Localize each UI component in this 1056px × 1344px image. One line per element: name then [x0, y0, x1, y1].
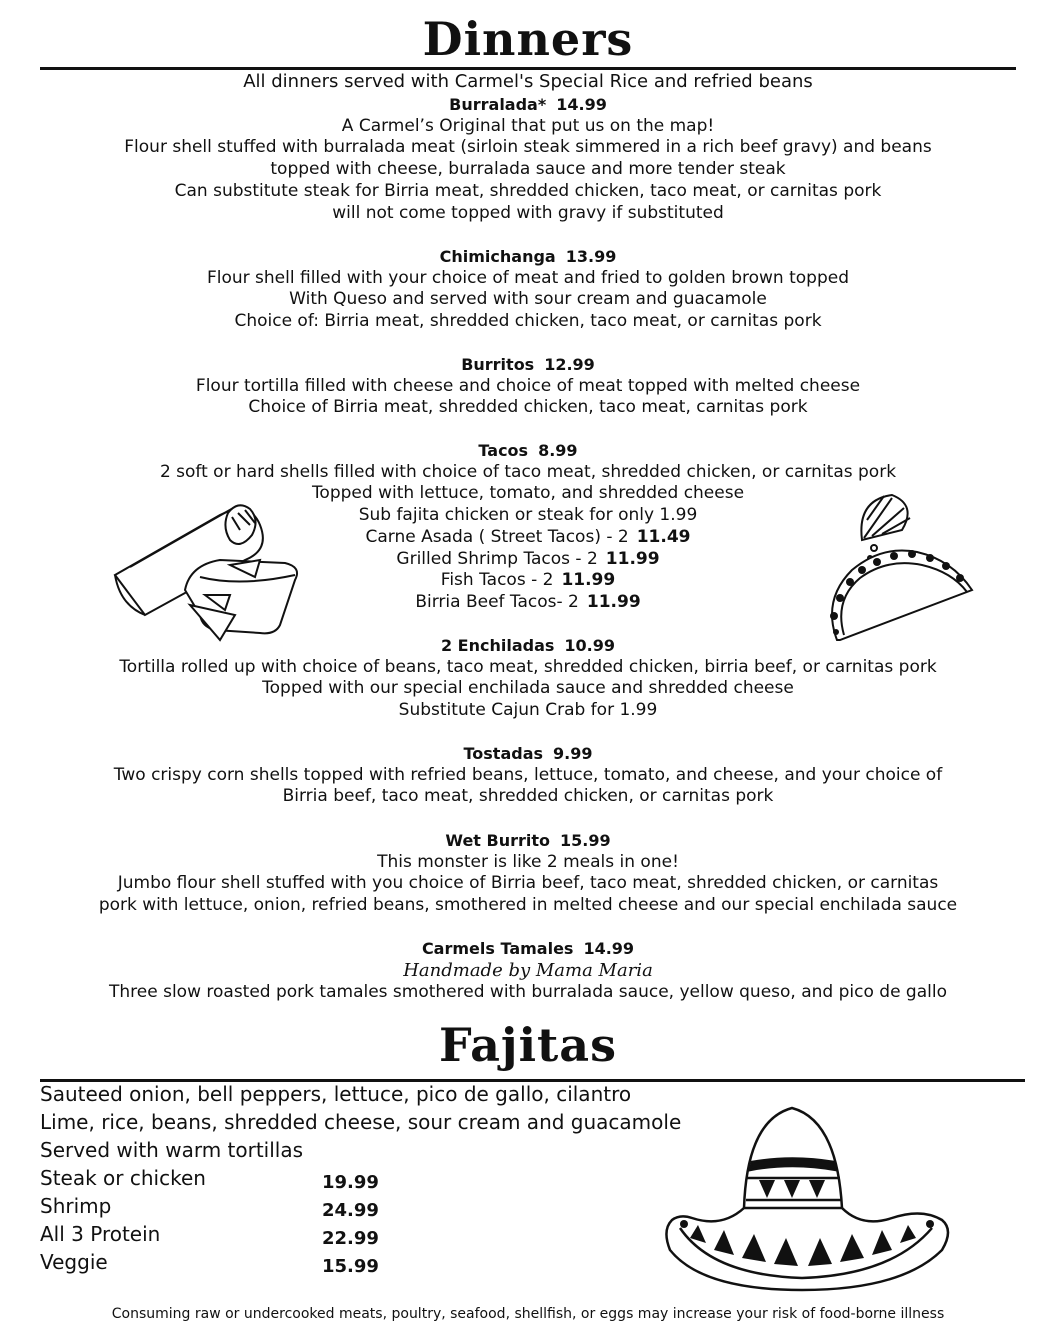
item-name: Wet Burrito — [445, 831, 551, 850]
item-desc: A Carmel’s Original that put us on the map! — [341, 115, 715, 136]
menu-item-wet-burrito — [0, 830, 1056, 917]
item-price: 15.99 — [560, 831, 611, 850]
item-desc: topped with cheese, burralada sauce and more tender steak — [270, 159, 786, 180]
menu-item-burralada — [0, 94, 1056, 224]
item-desc: Topped with our special enchilada sauce and shredded cheese — [262, 678, 794, 699]
item-desc: This monster is like 2 meals in one! — [377, 851, 679, 872]
item-price: 13.99 — [565, 247, 617, 266]
dinners-intro: All dinners served with Carmel's Special Rice and refried beans — [243, 71, 813, 92]
item-desc: Two crispy corn shells topped with refried beans, lettuce, tomato, and cheese, and your choice of — [113, 764, 943, 785]
item-desc: With Queso and served with sour cream and guacamole — [289, 289, 767, 310]
item-desc: Three slow roasted pork tamales smothered with burralada sauce, yellow queso, and pico de gallo — [109, 981, 947, 1002]
fajita-option-price: 19.99 — [322, 1172, 379, 1193]
fajita-option-label: Steak or chicken — [40, 1166, 206, 1190]
item-desc: pork with lettuce, onion, refried beans, smothered in melted cheese and our special enchilada sauce — [98, 895, 958, 916]
fajita-option-label: All 3 Protein — [40, 1222, 161, 1246]
item-desc: Can substitute steak for Birria meat, shredded chicken, taco meat, or carnitas pork — [174, 180, 882, 201]
item-price: 14.99 — [583, 939, 635, 958]
item-name: 2 Enchiladas — [440, 636, 555, 655]
health-disclaimer: Consuming raw or undercooked meats, poultry, seafood, shellfish, or eggs may increase your risk of food-borne illness — [111, 1306, 945, 1322]
dinners-divider — [40, 67, 1016, 70]
fajita-option-label: Veggie — [40, 1250, 108, 1274]
fajita-option-price: 24.99 — [322, 1200, 379, 1221]
item-name: Tacos — [478, 441, 529, 460]
item-name: Burralada* — [449, 95, 547, 114]
item-price: 9.99 — [553, 744, 593, 763]
menu-item-burritos — [0, 354, 1056, 419]
fajita-prices — [322, 1169, 378, 1281]
item-price: 10.99 — [564, 636, 616, 655]
item-desc: Tortilla rolled up with choice of beans, taco meat, shredded chicken, birria beef, or carnitas pork — [119, 656, 937, 677]
item-desc: Sub fajita chicken or steak for only 1.99 — [358, 505, 698, 526]
menu-item-tamales — [0, 938, 1056, 1003]
item-name: Chimichanga — [439, 247, 556, 266]
item-desc: Choice of: Birria meat, shredded chicken, taco meat, or carnitas pork — [234, 311, 822, 332]
item-price: 8.99 — [538, 441, 578, 460]
menu-item-tostadas — [0, 743, 1056, 808]
taco-variant: Birria Beef Tacos- 2 11.99 — [415, 591, 641, 612]
item-subtitle: Handmade by Mama Maria — [403, 959, 653, 981]
item-desc: Substitute Cajun Crab for 1.99 — [398, 700, 658, 721]
item-price: 14.99 — [556, 95, 607, 114]
taco-variant: Grilled Shrimp Tacos - 2 11.99 — [396, 548, 660, 569]
item-desc: Choice of Birria meat, shredded chicken, taco meat, carnitas pork — [248, 397, 808, 418]
fajitas-desc: Sauteed onion, bell peppers, lettuce, pico de gallo, cilantro — [40, 1082, 632, 1106]
item-desc: Topped with lettuce, tomato, and shredded cheese — [311, 483, 745, 504]
fajita-option-label: Shrimp — [40, 1194, 112, 1218]
fajitas-desc: Lime, rice, beans, shredded cheese, sour cream and guacamole — [40, 1110, 682, 1134]
dinners-title: Dinners — [422, 12, 634, 66]
item-name: Tostadas — [463, 744, 544, 763]
burrito-icon — [110, 495, 305, 645]
fajita-option-price: 15.99 — [322, 1256, 379, 1277]
item-desc: Jumbo flour shell stuffed with you choice of Birria beef, taco meat, shredded chicken, or carnitas — [117, 873, 939, 894]
sombrero-icon — [662, 1100, 954, 1298]
item-desc: Flour shell filled with your choice of meat and fried to golden brown topped — [206, 267, 849, 288]
fajitas-desc: Served with warm tortillas — [40, 1138, 304, 1162]
item-desc: Flour tortilla filled with cheese and choice of meat topped with melted cheese — [195, 375, 861, 396]
item-desc: will not come topped with gravy if substituted — [332, 202, 724, 223]
item-name: Burritos — [461, 355, 535, 374]
menu-item-chimichanga — [0, 246, 1056, 333]
item-desc: Birria beef, taco meat, shredded chicken, or carnitas pork — [282, 786, 774, 807]
item-name: Carmels Tamales — [421, 939, 574, 958]
taco-icon — [822, 490, 977, 650]
fajitas-title: Fajitas — [438, 1018, 618, 1072]
taco-variant: Carne Asada ( Street Tacos) - 2 11.49 — [365, 526, 691, 547]
item-desc: Flour shell stuffed with burralada meat (sirloin steak simmered in a rich beef gravy) and beans — [124, 137, 932, 158]
fajita-option-price: 22.99 — [322, 1228, 379, 1249]
item-desc: 2 soft or hard shells filled with choice of taco meat, shredded chicken, or carnitas pork — [159, 461, 897, 482]
item-price: 12.99 — [544, 355, 595, 374]
taco-variant: Fish Tacos - 2 11.99 — [440, 570, 616, 591]
